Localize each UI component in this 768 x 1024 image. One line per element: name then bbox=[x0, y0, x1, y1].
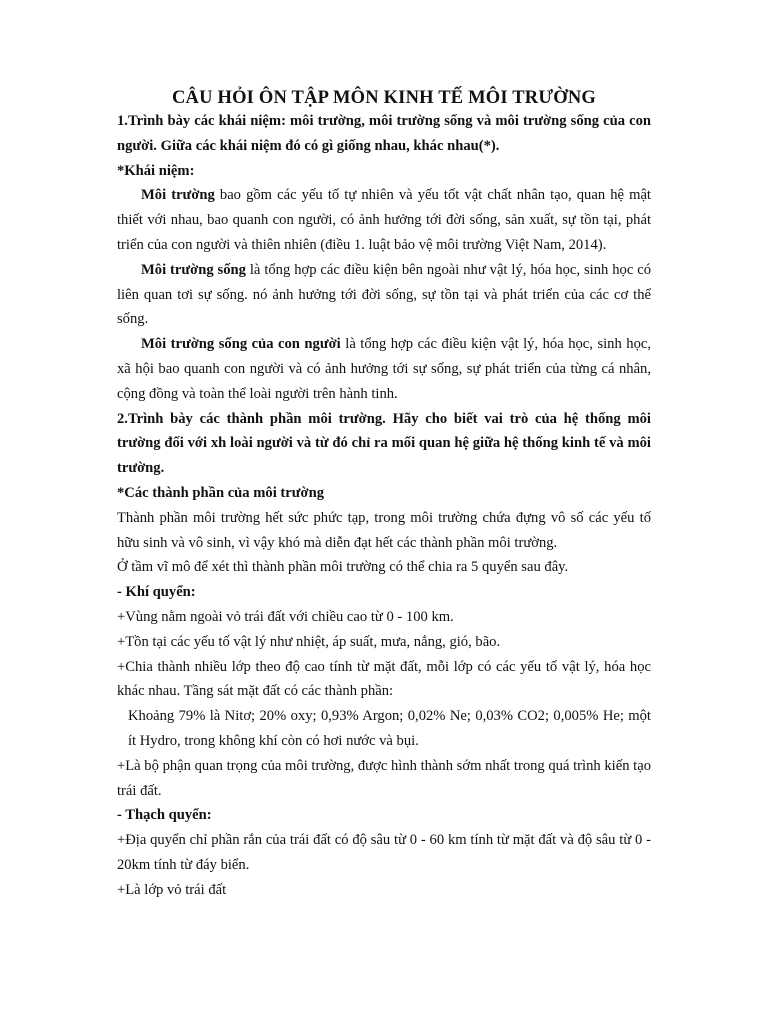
document-title: CÂU HỎI ÔN TẬP MÔN KINH TẾ MÔI TRƯỜNG bbox=[171, 88, 597, 108]
definition-living-environment bbox=[117, 258, 651, 332]
definition-human-environment-text: là tổng hợp các điều kiện vật lý, hóa học, sinh học, xã hội bao quanh con người và có ảnh hưởng tới sự sống, sự phát triển của từng cá nhân, cộng đồng và toàn thể loài người trên hành tinh. bbox=[117, 336, 652, 402]
atmosphere-item-4: +Là bộ phận quan trọng của môi trường, được hình thành sớm nhất trong quá trình kiến tạo trái đất. bbox=[117, 757, 651, 799]
components-heading: *Các thành phần của môi trường bbox=[117, 484, 324, 501]
question-2: 2.Trình bày các thành phần môi trường. Hãy cho biết vai trò của hệ thống môi trường đối với xh loài người và từ đó chỉ ra mối quan hệ giữa hệ thống kinh tế và môi trường. bbox=[117, 410, 651, 477]
components-paragraph-2: Ở tầm vĩ mô để xét thì thành phần môi trường có thể chia ra 5 quyển sau đây. bbox=[117, 559, 569, 576]
term-living-environment: Môi trường sống bbox=[141, 261, 246, 278]
term-human-environment: Môi trường sống của con người bbox=[141, 336, 341, 353]
atmosphere-item-3: +Chia thành nhiều lớp theo độ cao tính từ mặt đất, mỗi lớp có các yếu tố vật lý, hóa học khác nhau. Tầng sát mặt đất có các thành phần: bbox=[117, 658, 651, 700]
atmosphere-item-2: +Tồn tại các yếu tố vật lý như nhiệt, áp suất, mưa, nắng, gió, bão. bbox=[117, 633, 501, 650]
lithosphere-item-1: +Địa quyển chỉ phần rắn của trái đất có độ sâu từ 0 - 60 km tính từ mặt đất và độ sâu từ 0 - 20km tính từ đáy biển. bbox=[117, 832, 651, 873]
lithosphere-item-2: +Là lớp vỏ trái đất bbox=[117, 881, 227, 898]
atmosphere-item-1: +Vùng nằm ngoài vỏ trái đất với chiều cao từ 0 - 100 km. bbox=[117, 608, 454, 625]
definition-environment-text: bao gồm các yếu tố tự nhiên và yếu tốt vật chất nhân tạo, quan hệ mật thiết với nhau, bao quanh con người, có ảnh hưởng tới đời sống, sản xuất, sự tồn tại, phát triển của con người và thiên nhiên (điều 1. luật bảo vệ môi trường Việt Nam, 2014). bbox=[117, 187, 651, 253]
definition-living-environment-text: là tổng hợp các điều kiện bên ngoài như vật lý, hóa học, sinh học có liên quan tơi sự sống. nó ảnh hưởng tới đời sống, sự tồn tại và phát triển của các cơ thể sống. bbox=[117, 261, 651, 328]
lithosphere-heading: - Thạch quyển: bbox=[117, 807, 212, 824]
definition-human-environment bbox=[117, 332, 651, 406]
components-paragraph-1: Thành phần môi trường hết sức phức tạp, trong môi trường chứa đựng vô số các yếu tố hữu sinh và vô sinh, vì vậy khó mà diễn đạt hết các thành phần môi trường. bbox=[117, 509, 651, 551]
question-1: 1.Trình bày các khái niệm: môi trường, môi trường sống và môi trường sống của con người. Giữa các khái niệm đó có gì giống nhau, khác nhau(*). bbox=[117, 113, 651, 154]
atmosphere-composition: Khoảng 79% là Nitơ; 20% oxy; 0,93% Argon; 0,02% Ne; 0,03% CO2; 0,005% He; một ít Hydro, trong không khí còn có hơi nước và bụi. bbox=[128, 708, 651, 749]
definition-environment bbox=[117, 183, 651, 257]
atmosphere-heading: - Khí quyển: bbox=[117, 584, 196, 601]
term-environment: Môi trường bbox=[141, 187, 215, 204]
concepts-heading: *Khái niệm: bbox=[117, 162, 195, 179]
